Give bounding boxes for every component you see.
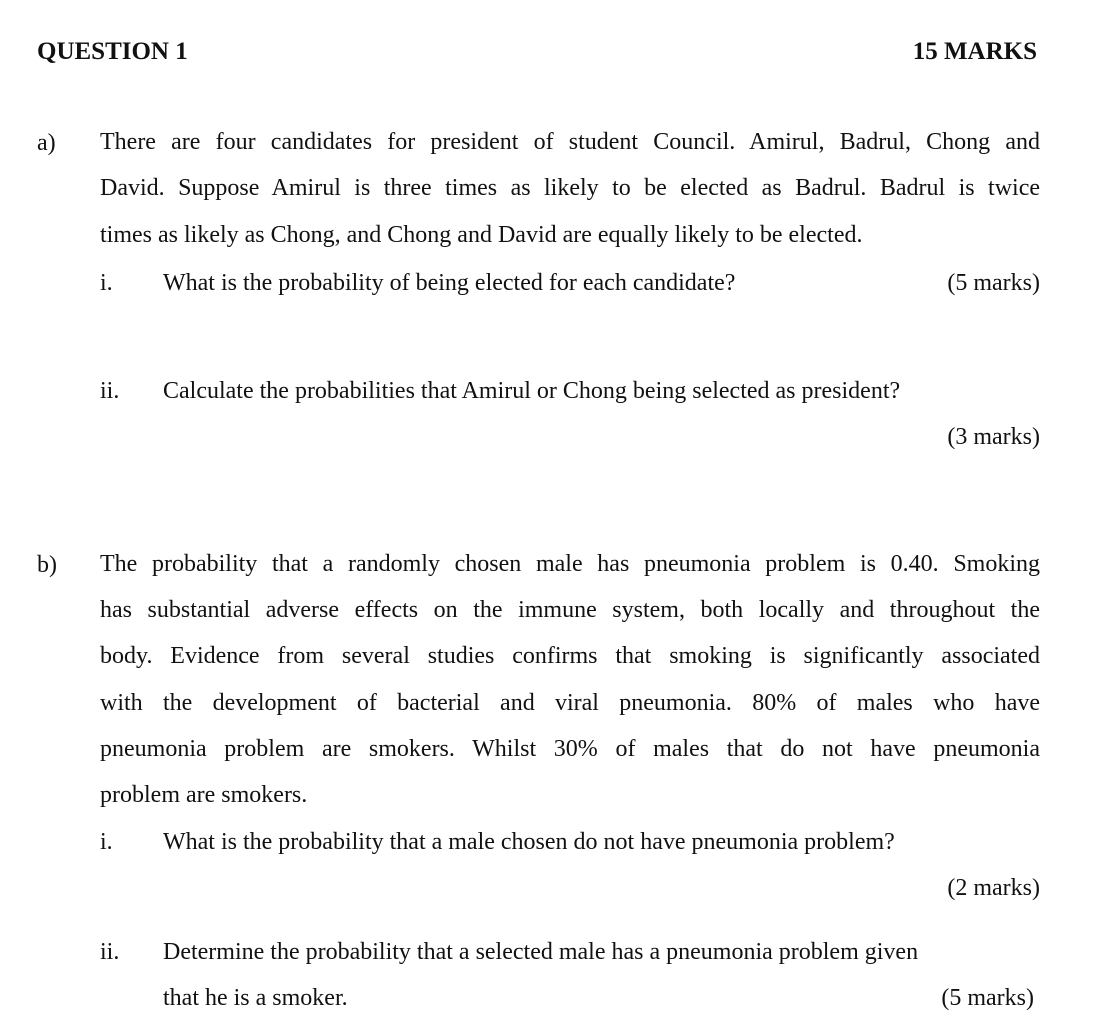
part-a-line-1: There are four candidates for president of student Council. Amirul, Badrul, Chong and — [100, 129, 1040, 155]
part-a-sub-i-label: i. — [100, 270, 113, 296]
part-b-sub-ii-label: ii. — [100, 939, 120, 965]
part-a-line-3: times as likely as Chong, and Chong and David are equally likely to be elected. — [100, 222, 863, 248]
part-a-line-2: David. Suppose Amirul is three times as likely to be elected as Badrul. Badrul is twice — [100, 175, 1040, 201]
part-a-label: a) — [37, 130, 56, 156]
part-a-sub-ii-question: Calculate the probabilities that Amirul or Chong being selected as president? — [163, 378, 901, 404]
part-b-sub-ii-question-line-2: that he is a smoker. — [163, 985, 348, 1011]
part-a-sub-ii-marks: (3 marks) — [947, 424, 1040, 450]
part-b-line-3: body. Evidence from several studies confirms that smoking is significantly associated — [100, 643, 1040, 669]
part-b-sub-ii-marks: (5 marks) — [941, 985, 1034, 1011]
part-b-line-4: with the development of bacterial and viral pneumonia. 80% of males who have — [100, 690, 1040, 716]
part-b-sub-i-question: What is the probability that a male chosen do not have pneumonia problem? — [163, 829, 895, 855]
part-b-sub-i-label: i. — [100, 829, 113, 855]
part-a-sub-i-question: What is the probability of being elected for each candidate? — [163, 270, 736, 296]
part-b-line-1: The probability that a randomly chosen male has pneumonia problem is 0.40. Smoking — [100, 551, 1040, 577]
part-b-sub-i-marks: (2 marks) — [947, 875, 1040, 901]
total-marks: 15 MARKS — [912, 38, 1037, 65]
part-b-label: b) — [37, 552, 57, 578]
part-a-sub-ii-label: ii. — [100, 378, 120, 404]
part-b-line-5: pneumonia problem are smokers. Whilst 30% of males that do not have pneumonia — [100, 736, 1040, 762]
part-a-sub-i-marks: (5 marks) — [947, 270, 1040, 296]
question-title: QUESTION 1 — [37, 38, 188, 65]
part-b-line-6: problem are smokers. — [100, 782, 308, 808]
part-b-line-2: has substantial adverse effects on the immune system, both locally and throughout the — [100, 597, 1040, 623]
part-b-sub-ii-question-line-1: Determine the probability that a selected male has a pneumonia problem given — [163, 939, 919, 965]
